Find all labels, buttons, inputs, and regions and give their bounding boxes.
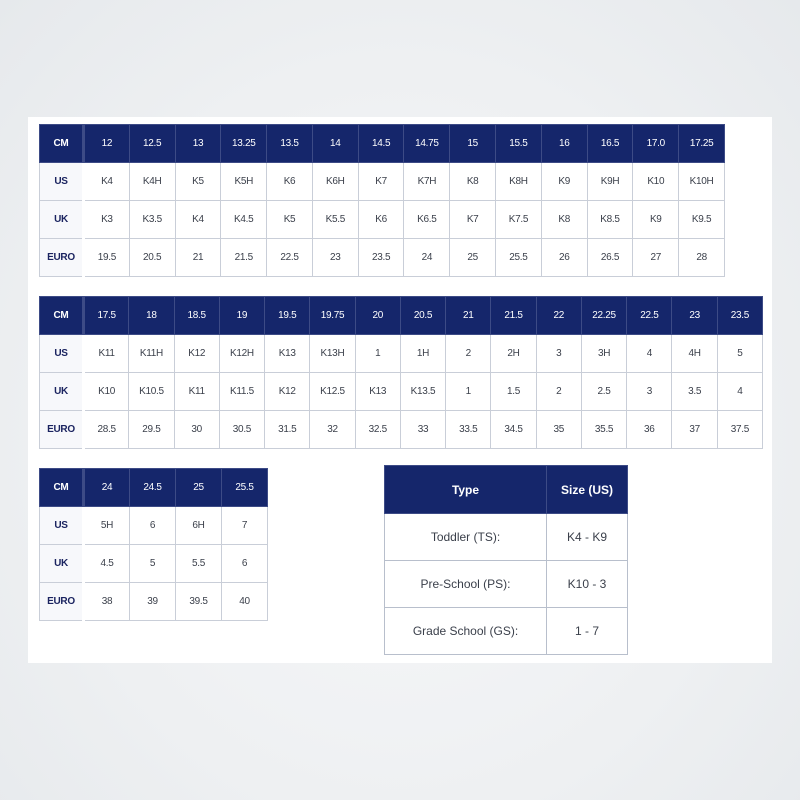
size-cell: 26.5 [587,239,633,277]
size-cell: 25.5 [222,469,268,507]
size-table-2 [39,296,763,449]
size-cell: K7 [450,201,496,239]
size-cell: K10 [633,163,679,201]
size-cell: 1H [400,335,445,373]
size-cell: K4 [175,201,221,239]
size-cell: K5 [175,163,221,201]
size-cell: 16.5 [587,125,633,163]
size-cell: 2 [446,335,491,373]
size-cell: 27 [633,239,679,277]
size-cell: K12 [174,335,219,373]
size-cell: 25.5 [496,239,542,277]
size-cell: K5 [267,201,313,239]
size-cell: 5 [130,545,176,583]
size-chart-card [28,117,772,663]
row-cm [40,469,268,507]
size-cell: 20.5 [129,239,175,277]
size-cell: 38 [84,583,130,621]
size-cell: K11H [129,335,174,373]
size-cell: 5H [84,507,130,545]
row-header-us: US [40,507,84,545]
type-size-table [384,465,628,655]
size-cell: 4 [717,373,762,411]
size-cell: 3 [536,335,581,373]
row-uk [40,201,725,239]
size-cell: K12H [219,335,264,373]
size-cell: 26 [541,239,587,277]
type-size-range: 1 - 7 [547,608,628,655]
size-cell: K8.5 [587,201,633,239]
size-cell: 28 [679,239,725,277]
size-cell: K11 [174,373,219,411]
size-cell: 6 [222,545,268,583]
size-cell: 7 [222,507,268,545]
row-uk [40,545,268,583]
row-cm [40,125,725,163]
row-header-uk: UK [40,201,84,239]
size-cell: 15.5 [496,125,542,163]
type-row-toddler [385,514,628,561]
size-table-3 [39,468,268,621]
size-cell: K4 [84,163,130,201]
size-cell: 24 [84,469,130,507]
row-header-cm: CM [40,469,84,507]
type-size-range: K4 - K9 [547,514,628,561]
size-cell: 35.5 [581,411,626,449]
size-cell: K8 [541,201,587,239]
size-cell: 5.5 [176,545,222,583]
row-cm [40,297,763,335]
size-cell: K10H [679,163,725,201]
size-cell: 33 [400,411,445,449]
type-table-header-row [385,466,628,514]
row-us [40,335,763,373]
size-cell: 30 [174,411,219,449]
size-cell: K5H [221,163,267,201]
size-cell: 2.5 [581,373,626,411]
size-cell: 23 [672,297,717,335]
size-cell: 13.5 [267,125,313,163]
size-cell: K5.5 [312,201,358,239]
size-cell: K13 [355,373,400,411]
size-cell: 25 [176,469,222,507]
size-cell: K3 [84,201,130,239]
size-cell: 32 [310,411,355,449]
size-cell: 13 [175,125,221,163]
size-cell: 4.5 [84,545,130,583]
size-cell: 31.5 [265,411,310,449]
size-cell: K4H [129,163,175,201]
size-cell: 35 [536,411,581,449]
size-cell: 22.5 [627,297,672,335]
size-cell: 24 [404,239,450,277]
size-table-1 [39,124,725,277]
size-cell: K8H [496,163,542,201]
size-cell: 21 [446,297,491,335]
row-euro [40,239,725,277]
size-cell: 2 [536,373,581,411]
size-cell: K9 [541,163,587,201]
row-header-euro: EURO [40,239,84,277]
size-cell: K6H [312,163,358,201]
type-label: Grade School (GS): [385,608,547,655]
row-header-euro: EURO [40,411,84,449]
row-header-uk: UK [40,373,84,411]
size-cell: 23.5 [358,239,404,277]
size-cell: K6 [358,201,404,239]
size-cell: 1 [446,373,491,411]
row-euro [40,411,763,449]
size-cell: 3.5 [672,373,717,411]
size-cell: 2H [491,335,536,373]
size-cell: 28.5 [84,411,129,449]
size-cell: K6 [267,163,313,201]
size-cell: 4 [627,335,672,373]
size-cell: 37 [672,411,717,449]
size-cell: 39.5 [176,583,222,621]
size-cell: K13.5 [400,373,445,411]
size-cell: 6 [130,507,176,545]
size-cell: 21 [175,239,221,277]
type-label: Pre-School (PS): [385,561,547,608]
size-cell: K10 [84,373,129,411]
row-header-uk: UK [40,545,84,583]
size-cell: K13H [310,335,355,373]
size-cell: 4H [672,335,717,373]
size-cell: 14.75 [404,125,450,163]
size-cell: 32.5 [355,411,400,449]
size-cell: 22 [536,297,581,335]
size-cell: 40 [222,583,268,621]
size-cell: 19.5 [265,297,310,335]
type-label: Toddler (TS): [385,514,547,561]
size-cell: K8 [450,163,496,201]
size-cell: 19.5 [84,239,130,277]
size-cell: 16 [541,125,587,163]
size-cell: 18 [129,297,174,335]
size-cell: K9H [587,163,633,201]
size-cell: 19.75 [310,297,355,335]
size-cell: 22.5 [267,239,313,277]
size-cell: K4.5 [221,201,267,239]
size-cell: 5 [717,335,762,373]
size-cell: 19 [219,297,264,335]
size-cell: 1 [355,335,400,373]
size-cell: 22.25 [581,297,626,335]
size-cell: K11.5 [219,373,264,411]
size-cell: K12.5 [310,373,355,411]
size-cell: 33.5 [446,411,491,449]
size-cell: 39 [130,583,176,621]
row-uk [40,373,763,411]
size-cell: 17.0 [633,125,679,163]
size-cell: K7H [404,163,450,201]
size-cell: 23 [312,239,358,277]
size-cell: 14 [312,125,358,163]
row-header-us: US [40,335,84,373]
row-euro [40,583,268,621]
size-cell: K13 [265,335,310,373]
size-cell: 30.5 [219,411,264,449]
size-cell: 37.5 [717,411,762,449]
size-us-header: Size (US) [547,466,628,514]
size-cell: 20.5 [400,297,445,335]
row-header-us: US [40,163,84,201]
row-header-cm: CM [40,297,84,335]
size-cell: K9.5 [679,201,725,239]
size-cell: K12 [265,373,310,411]
size-cell: 13.25 [221,125,267,163]
size-cell: K9 [633,201,679,239]
size-cell: 1.5 [491,373,536,411]
size-cell: 15 [450,125,496,163]
size-cell: 21.5 [221,239,267,277]
size-cell: 12 [84,125,130,163]
size-cell: 12.5 [129,125,175,163]
row-us [40,163,725,201]
size-cell: 3 [627,373,672,411]
size-cell: K7.5 [496,201,542,239]
type-header: Type [385,466,547,514]
size-cell: 29.5 [129,411,174,449]
size-cell: 21.5 [491,297,536,335]
row-us [40,507,268,545]
size-cell: 34.5 [491,411,536,449]
size-cell: 14.5 [358,125,404,163]
row-header-cm: CM [40,125,84,163]
size-cell: K7 [358,163,404,201]
size-cell: 17.5 [84,297,129,335]
size-cell: 3H [581,335,626,373]
size-cell: 6H [176,507,222,545]
size-cell: 17.25 [679,125,725,163]
size-cell: K11 [84,335,129,373]
size-cell: 24.5 [130,469,176,507]
size-cell: K6.5 [404,201,450,239]
size-cell: 25 [450,239,496,277]
size-cell: 23.5 [717,297,762,335]
size-cell: K10.5 [129,373,174,411]
row-header-euro: EURO [40,583,84,621]
type-row-pre-school [385,561,628,608]
size-cell: 36 [627,411,672,449]
size-cell: 18.5 [174,297,219,335]
type-size-range: K10 - 3 [547,561,628,608]
size-cell: 20 [355,297,400,335]
size-cell: K3.5 [129,201,175,239]
type-row-grade-school [385,608,628,655]
